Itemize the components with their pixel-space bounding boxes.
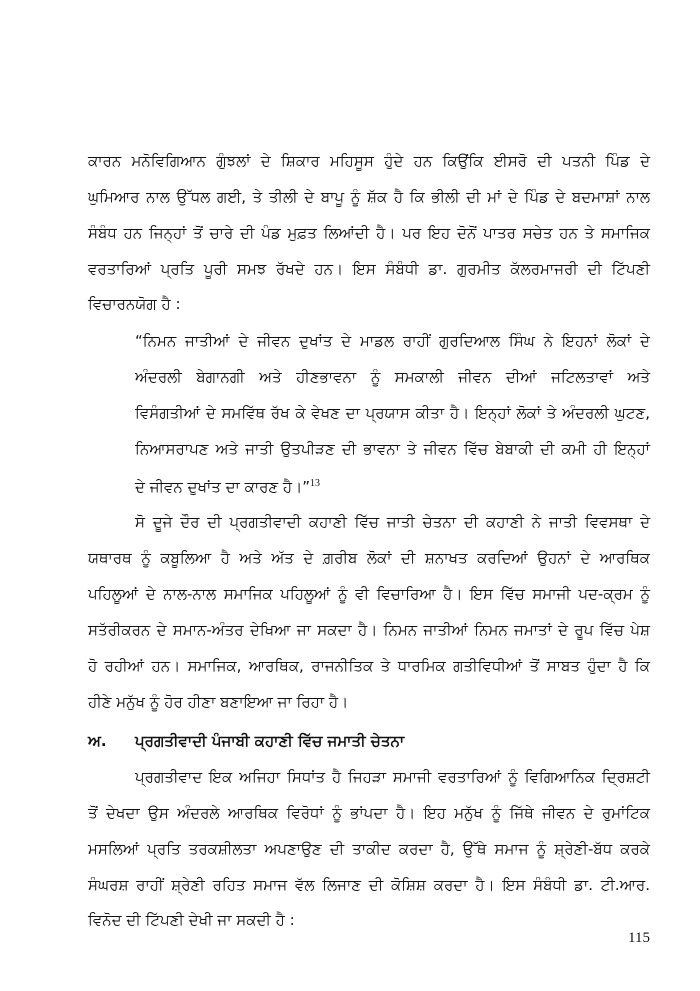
text-line: ਵਰਤਾਰਿਆਂ ਪ੍ਰਤਿ ਪੂਰੀ ਸਮਝ ਰੱਖਦੇ ਹਨ। ਇਸ ਸੰਬੰਧੀ ਡਾ. ਗੁਰਮੀਤ ਕੱਲਰਮਾਜਰੀ ਦੀ ਟਿੱਪਣੀ (88, 260, 650, 278)
text-line: ਸਤੱਰੀਕਰਨ ਦੇ ਸਮਾਨ-ਅੰਤਰ ਦੇਖਿਆ ਜਾ ਸਕਦਾ ਹੈ। ਨਿਮਨ ਜਾਤੀਆਂ ਨਿਮਨ ਜਮਾਤਾਂ ਦੇ ਰੂਪ ਵਿੱਚ ਪੇਸ਼ (88, 621, 650, 639)
text-line: ਪ੍ਰਗਤੀਵਾਦ ਇਕ ਅਜਿਹਾ ਸਿਧਾਂਤ ਹੈ ਜਿਹੜਾ ਸਮਾਜੀ ਵਰਤਾਰਿਆਂ ਨੂੰ ਵਿਗਿਆਨਿਕ ਦ੍ਰਿਸ਼ਟੀ (135, 768, 650, 786)
section-number: ਅ. (88, 732, 107, 750)
text-line: ਘੁਮਿਆਰ ਨਾਲ ਉੱਧਲ ਗਈ, ਤੇ ਤੀਲੀ ਦੇ ਬਾਪੂ ਨੂੰ ਸ਼ੱਕ ਹੈ ਕਿ ਭੀਲੀ ਦੀ ਮਾਂ ਦੇ ਪਿੰਡ ਦੇ ਬਦਮਾਸ਼ਾਂ ਨਾਲ (88, 188, 650, 206)
text-line: ਕਾਰਨ ਮਨੋਵਿਗਿਆਨ ਗੁੰਝਲਾਂ ਦੇ ਸ਼ਿਕਾਰ ਮਹਿਸੂਸ ਹੁੰਦੇ ਹਨ ਕਿਉਂਕਿ ਈਸਰੋ ਦੀ ਪਤਨੀ ਪਿੰਡ ਦੇ (88, 152, 650, 170)
quote-line: ਨਿਆਸਰਾਪਣ ਅਤੇ ਜਾਤੀ ਉਤਪੀੜਣ ਦੀ ਭਾਵਨਾ ਤੇ ਜੀਵਨ ਵਿੱਚ ਬੇਬਾਕੀ ਦੀ ਕਮੀ ਹੀ ਇਨ੍ਹਾਂ (135, 440, 650, 458)
text-line: ਯਥਾਰਥ ਨੂੰ ਕਬੂਲਿਆ ਹੈ ਅਤੇ ਅੱਤ ਦੇ ਗ਼ਰੀਬ ਲੋਕਾਂ ਦੀ ਸ਼ਨਾਖਤ ਕਰਦਿਆਂ ਉਹਨਾਂ ਦੇ ਆਰਥਿਕ (88, 549, 650, 567)
quote-line (135, 474, 650, 497)
footnote-ref: 13 (310, 478, 321, 489)
quote-last-text: ਦੇ ਜੀਵਨ ਦੁਖਾਂਤ ਦਾ ਕਾਰਣ ਹੈ।” (135, 478, 311, 496)
text-line: ਹੀਣੇ ਮਨੁੱਖ ਨੂੰ ਹੋਰ ਹੀਣਾ ਬਣਾਇਆ ਜਾ ਰਿਹਾ ਹੈ। (88, 693, 349, 711)
quote-line: ਅੰਦਰਲੀ ਬੇਗਾਨਗੀ ਅਤੇ ਹੀਣਭਾਵਨਾ ਨੂੰ ਸਮਕਾਲੀ ਜੀਵਨ ਦੀਆਂ ਜਟਿਲਤਾਵਾਂ ਅਤੇ (135, 368, 650, 386)
page-number: 115 (628, 930, 650, 946)
quote-line: “ਨਿਮਨ ਜਾਤੀਆਂ ਦੇ ਜੀਵਨ ਦੁਖਾਂਤ ਦੇ ਮਾਡਲ ਰਾਹੀਂ ਗੁਰਦਿਆਲ ਸਿੰਘ ਨੇ ਇਹਨਾਂ ਲੋਕਾਂ ਦੇ (135, 332, 650, 350)
text-line: ਸੰਘਰਸ਼ ਰਾਹੀਂ ਸ਼੍ਰੇਣੀ ਰਹਿਤ ਸਮਾਜ ਵੱਲ ਲਿਜਾਣ ਦੀ ਕੋਸ਼ਿਸ਼ ਕਰਦਾ ਹੈ। ਇਸ ਸੰਬੰਧੀ ਡਾ. ਟੀ.ਆਰ. (88, 876, 650, 894)
section-heading (88, 731, 650, 751)
text-line: ਸੰਬੰਧ ਹਨ ਜਿਨ੍ਹਾਂ ਤੋਂ ਚਾਰੇ ਦੀ ਪੰਡ ਮੁਫ਼ਤ ਲਿਆਂਦੀ ਹੈ। ਪਰ ਇਹ ਦੋਨੋਂ ਪਾਤਰ ਸਚੇਤ ਹਨ ਤੇ ਸਮਾਜਿਕ (88, 224, 650, 242)
text-line: ਹੋ ਰਹੀਆਂ ਹਨ। ਸਮਾਜਿਕ, ਆਰਥਿਕ, ਰਾਜਨੀਤਿਕ ਤੇ ਧਾਰਮਿਕ ਗਤੀਵਿਧੀਆਂ ਤੋਂ ਸਾਬਤ ਹੁੰਦਾ ਹੈ ਕਿ (88, 657, 650, 675)
text-line: ਮਸਲਿਆਂ ਪ੍ਰਤਿ ਤਰਕਸ਼ੀਲਤਾ ਅਪਣਾਉਣ ਦੀ ਤਾਕੀਦ ਕਰਦਾ ਹੈ, ਉੱਥੇ ਸਮਾਜ ਨੂੰ ਸ਼੍ਰੇਣੀ-ਬੱਧ ਕਰਕੇ (88, 840, 650, 858)
text-line: ਤੋਂ ਦੇਖਦਾ ਉਸ ਅੰਦਰਲੇ ਆਰਥਿਕ ਵਿਰੋਧਾਂ ਨੂੰ ਭਾਂਪਦਾ ਹੈ। ਇਹ ਮਨੁੱਖ ਨੂੰ ਜਿੱਥੇ ਜੀਵਨ ਦੇ ਰੁਮਾਂਟਿਕ (88, 804, 650, 822)
quote-line: ਵਿਸੰਗਤੀਆਂ ਦੇ ਸਮਵਿੱਥ ਰੱਖ ਕੇ ਵੇਖਣ ਦਾ ਪ੍ਰਯਾਸ ਕੀਤਾ ਹੈ। ਇਨ੍ਹਾਂ ਲੋਕਾਂ ਤੇ ਅੰਦਰਲੀ ਘੁਟਣ, (135, 404, 650, 422)
text-line: ਵਿਚਾਰਨਯੋਗ ਹੈ : (88, 295, 181, 313)
text-line: ਪਹਿਲੂਆਂ ਦੇ ਨਾਲ-ਨਾਲ ਸਮਾਜਿਕ ਪਹਿਲੂਆਂ ਨੂੰ ਵੀ ਵਿਚਾਰਿਆ ਹੈ। ਇਸ ਵਿੱਚ ਸਮਾਜੀ ਪਦ-ਕ੍ਰਮ ਨੂੰ (88, 585, 650, 603)
text-line: ਵਿਨੋਦ ਦੀ ਟਿੱਪਣੀ ਦੇਖੀ ਜਾ ਸਕਦੀ ਹੈ : (88, 911, 295, 929)
text-line: ਸੋ ਦੂਜੇ ਦੌਰ ਦੀ ਪ੍ਰਗਤੀਵਾਦੀ ਕਹਾਣੀ ਵਿੱਚ ਜਾਤੀ ਚੇਤਨਾ ਦੀ ਕਹਾਣੀ ਨੇ ਜਾਤੀ ਵਿਵਸਥਾ ਦੇ (135, 513, 650, 531)
section-title: ਪ੍ਰਗਤੀਵਾਦੀ ਪੰਜਾਬੀ ਕਹਾਣੀ ਵਿੱਚ ਜਮਾਤੀ ਚੇਤਨਾ (135, 732, 405, 750)
